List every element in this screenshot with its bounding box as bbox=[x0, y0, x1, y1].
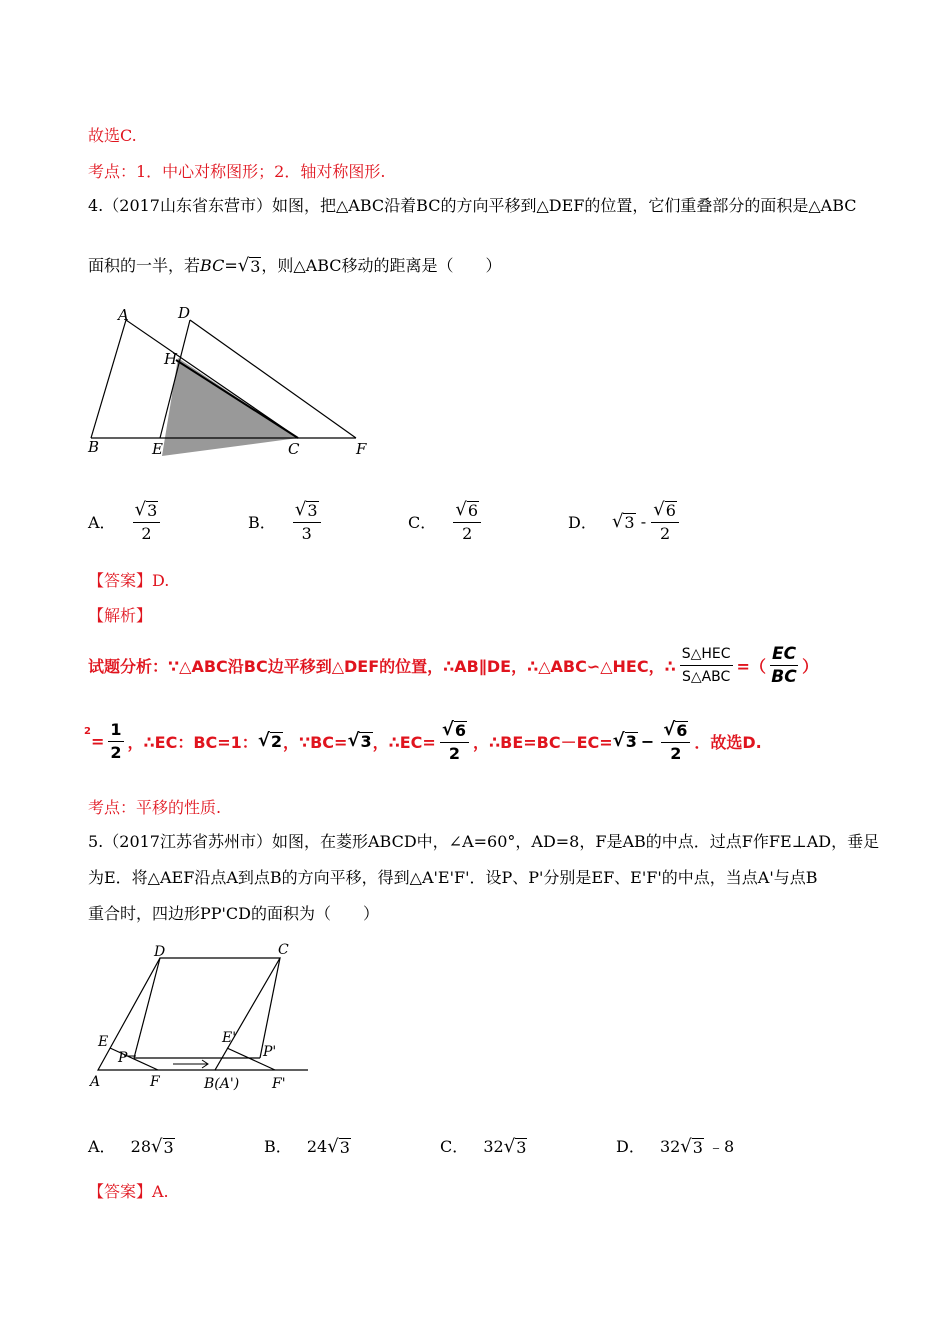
label-f: F bbox=[356, 440, 367, 458]
svg-text:P': P' bbox=[263, 1044, 277, 1060]
q4-stem-line2: 面积的一半，若BC= √ 3 ，则△ABC移动的距离是（ ） bbox=[88, 255, 502, 276]
label-e: E bbox=[152, 440, 163, 458]
q4-option-c[interactable]: C． √ 6 2 bbox=[408, 500, 481, 543]
label-h: H bbox=[164, 350, 178, 368]
overlap-triangle bbox=[162, 358, 298, 456]
q5-option-c[interactable]: C． 32 √ 3 bbox=[440, 1136, 527, 1157]
q4-figure bbox=[80, 300, 380, 465]
q4-option-a[interactable]: A． √ 3 2 bbox=[88, 500, 160, 543]
q4-stem-line1: 4.（2017山东省东营市）如图，把△ABC沿着BC的方向平移到△DEF的位置，它们重叠部分的面积是△ABC bbox=[88, 196, 857, 215]
q3-kaodian: 考点：1．中心对称图形；2．轴对称图形. bbox=[88, 162, 386, 181]
q5-stem-line1: 5.（2017江苏省苏州市）如图，在菱形ABCD中，∠A=60°，AD=8，F是AB的中点．过点F作FE⊥AD，垂足 bbox=[88, 832, 880, 851]
q4-jiexi: 【解析】 bbox=[88, 606, 153, 625]
svg-text:E': E' bbox=[222, 1030, 237, 1046]
q5-figure bbox=[80, 938, 320, 1098]
q3-answer-line: 故选C. bbox=[88, 126, 137, 145]
svg-text:B(A'): B(A') bbox=[204, 1076, 240, 1092]
q5-option-a[interactable]: A． 28 √ 3 bbox=[88, 1136, 174, 1157]
label-b: B bbox=[88, 438, 100, 456]
svg-text:F': F' bbox=[272, 1076, 286, 1092]
svg-text:D: D bbox=[154, 944, 166, 960]
q4-answer: 【答案】D. bbox=[88, 571, 170, 590]
q5-stem-line3: 重合时，四边形PP'CD的面积为（ ） bbox=[88, 904, 380, 923]
label-c: C bbox=[288, 440, 300, 458]
q4-analysis-line2: 2 = $\frac{1}{2}$ ，∴EC：BC=1： √ 2 ，∵BC= √ 3 ，∴EC= √ 6 2 ，∴BE=BC－EC= √ 3 − √ 6 2 ．故选D. bbox=[84, 718, 762, 763]
q4-analysis-line1: 试题分析：∵△ABC沿BC边平移到△DEF的位置，∴AB∥DE，∴△ABC∽△HEC，∴ $\frac{\text{S△HEC}}{\text{S△ABC}}$ =（ $\frac{EC}{BC}$ ） bbox=[88, 643, 819, 687]
label-a: A bbox=[118, 306, 129, 324]
q5-answer: 【答案】A. bbox=[88, 1182, 169, 1201]
q5-stem-line2: 为E．将△AEF沿点A到点B的方向平移，得到△A'E'F'．设P、P'分别是EF、E'F'的中点，当点A'与点B bbox=[88, 868, 818, 887]
svg-text:E: E bbox=[98, 1034, 109, 1050]
q4-option-b[interactable]: B． √ 3 3 bbox=[248, 500, 321, 543]
svg-text:A: A bbox=[90, 1074, 101, 1090]
label-d: D bbox=[178, 304, 191, 322]
q5-option-b[interactable]: B． 24 √ 3 bbox=[264, 1136, 350, 1157]
q4-option-d[interactable]: D． √ 3 - √ 6 2 bbox=[568, 500, 679, 543]
svg-text:C: C bbox=[278, 942, 289, 958]
svg-text:F: F bbox=[150, 1074, 160, 1090]
svg-text:P: P bbox=[118, 1050, 128, 1066]
q4-kaodian: 考点：平移的性质. bbox=[88, 798, 222, 817]
q5-option-d[interactable]: D． 32 √ 3 ﹣8 bbox=[616, 1136, 735, 1157]
